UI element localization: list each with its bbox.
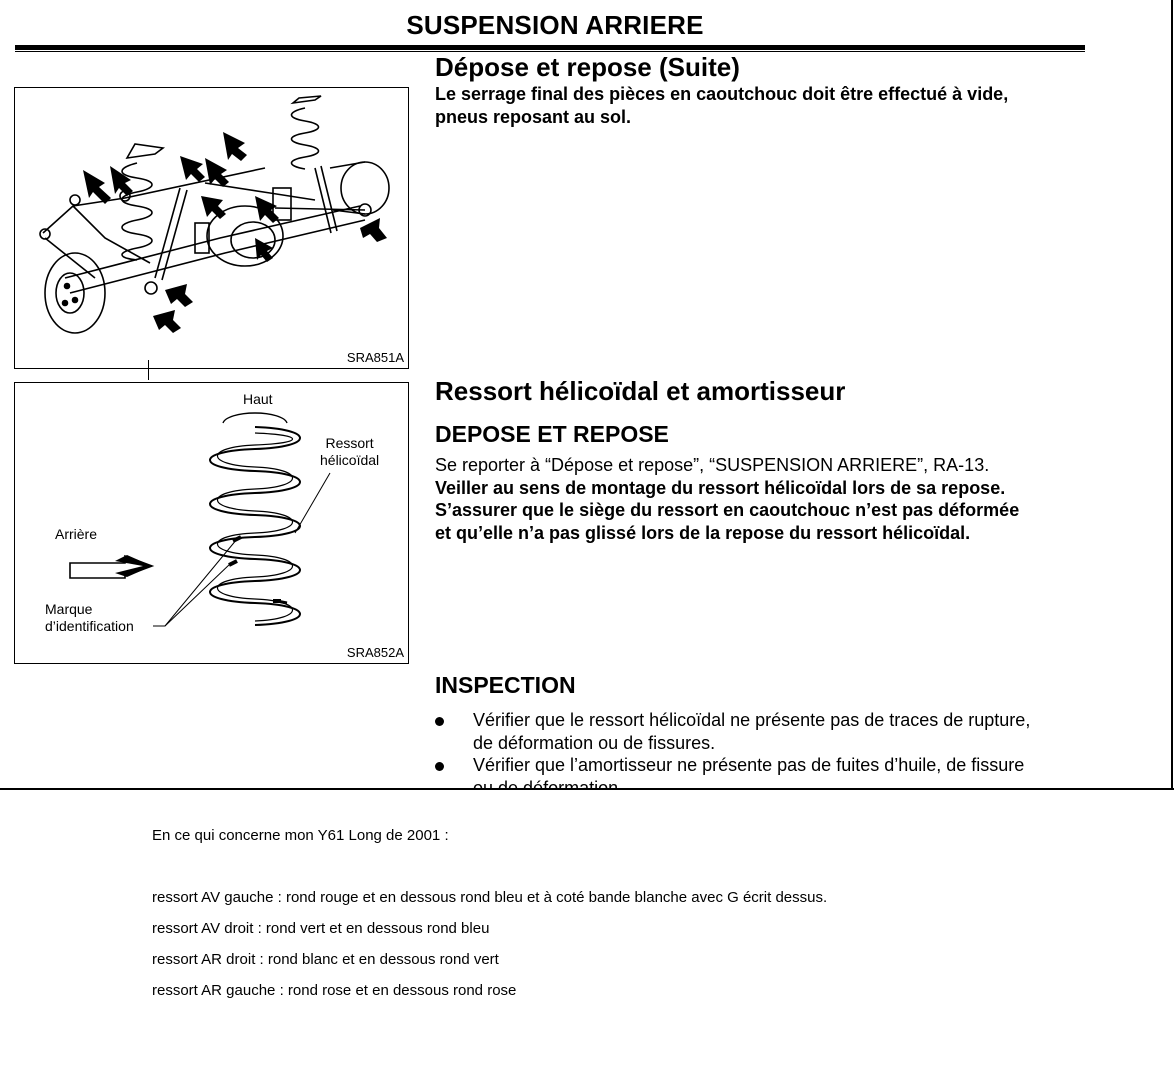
page-cut-line <box>0 788 1174 790</box>
subsection-title-depose: DEPOSE ET REPOSE <box>435 421 669 447</box>
section-title-depose: Dépose et repose (Suite) <box>435 52 740 82</box>
figure-rear-suspension <box>14 87 409 369</box>
scan-mark <box>148 360 157 380</box>
instruction-line: Se reporter à “Dépose et repose”, “SUSPENSION ARRIERE”, RA-13. <box>435 455 990 475</box>
section-text-line: Le serrage final des pièces en caoutchouc doit être effectué à vide, <box>435 84 1009 104</box>
instruction-line: Veiller au sens de montage du ressort hélicoïdal lors de sa repose. <box>435 477 1006 498</box>
section-inspection <box>435 672 1105 799</box>
label-top: Haut <box>243 391 273 407</box>
label-mark-line: Marque <box>45 601 93 617</box>
note-line: ressort AR droit : rond blanc et en dessous rond vert <box>152 951 499 968</box>
instruction-line: S’assurer que le siège du ressort en caoutchouc n’est pas déformée <box>435 500 1020 520</box>
label-identification-mark <box>45 601 134 635</box>
rear-axle-illustration <box>15 88 408 368</box>
page-edge <box>1171 0 1173 790</box>
inspection-item-line: Vérifier que le ressort hélicoïdal ne présente pas de traces de rupture, <box>473 710 1031 730</box>
figure-coil-spring <box>14 382 409 664</box>
page-title: SUSPENSION ARRIERE <box>406 10 704 40</box>
inspection-list <box>435 709 1105 799</box>
note-line: ressort AV droit : rond vert et en dessous rond bleu <box>152 920 490 937</box>
rear-arrow-icon <box>70 555 152 578</box>
label-coil-spring-line: hélicoïdal <box>320 452 380 468</box>
section-title-spring: Ressort hélicoïdal et amortisseur <box>435 376 846 406</box>
label-rear: Arrière <box>55 526 98 542</box>
section-text-line: pneus reposant au sol. <box>435 106 632 127</box>
label-coil-spring-line: Ressort <box>325 435 374 451</box>
bullet-icon <box>435 762 444 771</box>
note-intro: En ce qui concerne mon Y61 Long de 2001 : <box>152 827 449 844</box>
inspection-title: INSPECTION <box>435 672 576 698</box>
inspection-item <box>435 709 1105 754</box>
header-rule <box>15 45 1085 50</box>
bullet-icon <box>435 717 444 726</box>
label-coil-spring <box>320 435 379 469</box>
note-line: ressort AR gauche : rond rose et en dessous rond rose <box>152 982 517 999</box>
figure-code: SRA852A <box>346 645 404 660</box>
instruction-line: et qu’elle n’a pas glissé lors de la repose du ressort hélicoïdal. <box>435 522 971 543</box>
section-depose-repose <box>435 52 1008 128</box>
figure-code: SRA851A <box>346 350 404 365</box>
note-line: ressort AV gauche : rond rouge et en dessous rond bleu et à coté bande blanche avec G écrit dessus. <box>152 889 828 906</box>
section-spring-shock <box>435 376 1019 544</box>
inspection-item-line: de déformation ou de fissures. <box>473 732 716 753</box>
inspection-item-line: Vérifier que l’amortisseur ne présente pas de fuites d’huile, de fissure <box>473 755 1025 775</box>
label-mark-line: d’identification <box>45 618 134 634</box>
